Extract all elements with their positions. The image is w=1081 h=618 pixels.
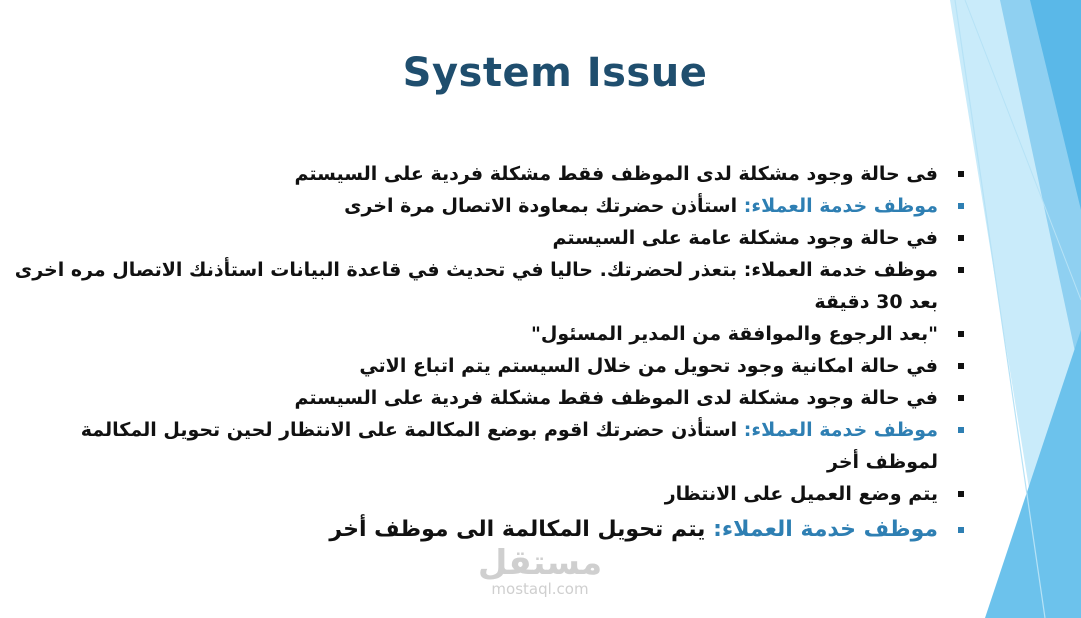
bullet-text: يتم وضع العميل على الانتظار bbox=[664, 483, 938, 505]
slide-title: System Issue bbox=[402, 50, 708, 96]
bullet-square-icon bbox=[958, 235, 964, 241]
bullet-square-icon bbox=[958, 427, 964, 433]
watermark bbox=[470, 545, 610, 597]
bullet-speaker: موظف خدمة العملاء: bbox=[737, 419, 938, 441]
bullet-item bbox=[10, 254, 970, 318]
bullet-square-icon bbox=[958, 491, 964, 497]
bullet-square-icon bbox=[958, 331, 964, 337]
bullet-square-icon bbox=[958, 363, 964, 369]
bullet-text: يتم تحويل المكالمة الى موظف أخر bbox=[329, 517, 706, 542]
bullet-text: استأذن حضرتك اقوم بوضع المكالمة على الانتظار لحين تحويل المكالمة لموظف أخر bbox=[80, 419, 938, 473]
bullet-square-icon bbox=[958, 395, 964, 401]
bullet-text: استأذن حضرتك بمعاودة الاتصال مرة اخرى bbox=[344, 195, 738, 217]
bullet-item bbox=[10, 158, 970, 190]
bullet-text: "بعد الرجوع والموافقة من المدير المسئول" bbox=[530, 323, 938, 345]
bullet-text: في حالة وجود مشكلة لدى الموظف فقط مشكلة فردية على السيستم bbox=[294, 387, 938, 409]
bullet-item bbox=[10, 190, 970, 222]
bullet-text: في حالة امكانية وجود تحويل من خلال السيستم يتم اتباع الاتي bbox=[359, 355, 938, 377]
bullet-speaker: موظف خدمة العملاء: bbox=[737, 195, 938, 217]
bullet-item bbox=[10, 478, 970, 510]
bullet-text: في حالة وجود مشكلة عامة على السيستم bbox=[552, 227, 938, 249]
bullet-item bbox=[10, 350, 970, 382]
bullet-text: موظف خدمة العملاء: بتعذر لحضرتك. حاليا في تحديث في قاعدة البيانات استأذنك الاتصال مره اخرى بعد 30 دقيقة bbox=[14, 259, 938, 313]
watermark-logo: مستقل bbox=[477, 543, 603, 583]
bullet-square-icon bbox=[958, 527, 964, 533]
bullet-list bbox=[10, 158, 970, 548]
bullet-item bbox=[10, 414, 970, 478]
bullet-text: فى حالة وجود مشكلة لدى الموظف فقط مشكلة فردية على السيستم bbox=[294, 163, 938, 185]
bullet-item bbox=[10, 222, 970, 254]
watermark-url: mostaql.com bbox=[491, 580, 589, 598]
bullet-speaker: موظف خدمة العملاء: bbox=[705, 517, 938, 542]
bullet-square-icon bbox=[958, 267, 964, 273]
bullet-square-icon bbox=[958, 203, 964, 209]
bullet-item bbox=[10, 382, 970, 414]
bullet-square-icon bbox=[958, 171, 964, 177]
bullet-item bbox=[10, 318, 970, 350]
